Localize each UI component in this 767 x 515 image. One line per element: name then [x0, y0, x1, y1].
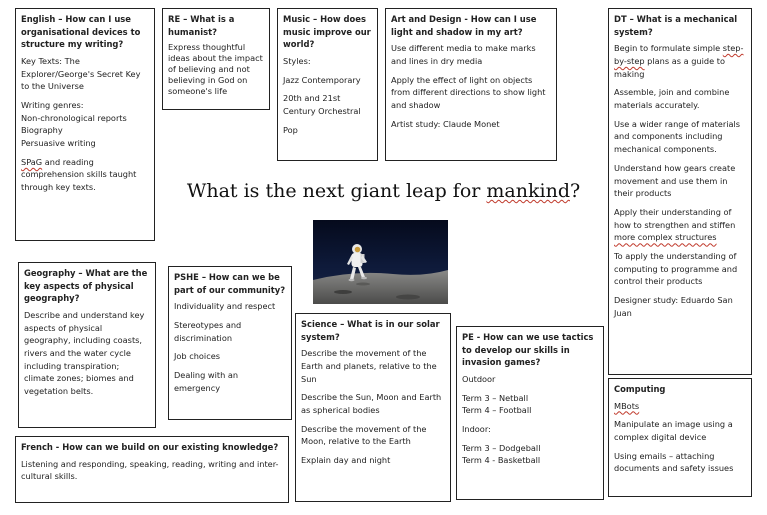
english-spag-word: SPaG	[21, 156, 43, 167]
pe-term: Term 4 - Basketball	[462, 455, 541, 466]
geography-text: Describe and understand key aspects of physical geography, including coasts, rivers and the water cycle including transpiration; climate zones; biomes and vegetation belts.	[24, 309, 145, 397]
re-text: Express thoughtful ideas about the impact of believing and not believing in God on someone's life	[168, 42, 263, 97]
page-title	[0, 180, 767, 202]
art-title: Art and Design - How can I use light and shadow in my art?	[391, 14, 537, 37]
pe-term: Term 3 – Netball	[462, 392, 529, 403]
pe-term: Term 3 – Dodgeball	[462, 442, 541, 453]
art-point: Use different media to make marks and lines in dry media	[391, 43, 536, 66]
music-style: Pop	[283, 124, 298, 135]
title-mankind: mankind	[486, 180, 570, 202]
dt-point: To apply the understanding of computing to programme and control their products	[614, 251, 738, 287]
dt-point: Understand how gears create movement and use them in their products	[614, 162, 736, 199]
french-box	[15, 436, 289, 503]
pshe-point: Dealing with an emergency	[174, 370, 239, 393]
science-point: Describe the movement of the Earth and planets, relative to the Sun	[301, 348, 437, 384]
geography-box	[18, 262, 156, 428]
dt-point: Designer study: Eduardo San Juan	[614, 295, 733, 318]
science-box	[295, 313, 451, 502]
astronaut-image	[313, 220, 448, 304]
geography-title: Geography – What are the key aspects of physical geography?	[24, 268, 148, 304]
english-title: English – How can I use organisational devices to structure my writing?	[21, 14, 141, 50]
dt-text: Apply their understanding of how to strengthen and stiffen	[614, 206, 736, 230]
computing-point: Manipulate an image using a complex digital device	[614, 419, 733, 443]
dt-title: DT – What is a mechanical system?	[614, 14, 738, 37]
title-text: What is the next giant leap for	[186, 180, 487, 202]
title-text: ?	[569, 180, 581, 202]
english-genre: Non-chronological reports	[21, 112, 127, 123]
music-box	[277, 8, 378, 161]
dt-point	[614, 42, 746, 80]
english-spag-rest: and reading comprehension skills taught through key texts.	[21, 156, 137, 193]
pe-title: PE - How can we use tactics to develop our skills in invasion games?	[462, 332, 594, 368]
pe-outdoor	[462, 392, 598, 417]
french-title: French - How can we build on our existing knowledge?	[21, 442, 279, 452]
science-title: Science – What is in our solar system?	[301, 319, 440, 342]
pshe-point: Individuality and respect	[174, 301, 276, 312]
dt-text: plans as a guide to making	[614, 55, 725, 79]
music-title: Music – How does music improve our world?	[283, 14, 371, 50]
re-box	[162, 8, 270, 110]
dt-step-word: step-by-step	[614, 43, 744, 66]
pshe-point: Job choices	[174, 351, 221, 362]
english-genres-label: Writing genres:	[21, 99, 84, 110]
dt-point: Assemble, join and combine materials accurately.	[614, 87, 730, 111]
music-style: Jazz Contemporary	[283, 74, 361, 85]
dt-point	[614, 206, 746, 244]
pe-outdoor-label: Outdoor	[462, 373, 496, 384]
computing-point: Using emails – attaching documents and safety issues	[614, 450, 734, 474]
dt-structures-word: more complex structures	[614, 232, 717, 243]
pe-indoor	[462, 442, 598, 467]
pshe-point: Stereotypes and discrimination	[174, 319, 242, 343]
english-genre: Persuasive writing	[21, 138, 96, 149]
english-key-texts: Key Texts: The Explorer/George's Secret Key to the Universe	[21, 55, 141, 92]
dt-point: Use a wider range of materials and components including mechanical components.	[614, 118, 741, 155]
pshe-title: PSHE – How can we be part of our community?	[174, 272, 286, 295]
science-point: Describe the movement of the Moon, relative to the Earth	[301, 423, 427, 447]
computing-mbots	[614, 400, 746, 413]
art-point: Apply the effect of light on objects from different directions to show light and shadow	[391, 74, 546, 111]
re-title: RE – What is a humanist?	[168, 14, 235, 37]
computing-mbots-word: MBots	[614, 400, 640, 411]
pe-box	[456, 326, 604, 500]
english-genres	[21, 99, 149, 150]
french-text: Listening and responding, speaking, reading, writing and inter-cultural skills.	[21, 458, 279, 482]
dt-text: Begin to formulate simple	[614, 43, 723, 54]
science-point: Explain day and night	[301, 455, 391, 466]
music-styles-label: Styles:	[283, 55, 311, 66]
music-style: 20th and 21st Century Orchestral	[283, 93, 361, 116]
science-point: Describe the Sun, Moon and Earth as spherical bodies	[301, 392, 442, 416]
computing-box	[608, 378, 752, 497]
pshe-box	[168, 266, 292, 420]
english-genre: Biography	[21, 125, 63, 136]
art-point: Artist study: Claude Monet	[391, 118, 500, 129]
english-box	[15, 8, 155, 241]
pe-term: Term 4 – Football	[462, 405, 532, 416]
art-box	[385, 8, 557, 161]
computing-title: Computing	[614, 384, 666, 394]
pe-indoor-label: Indoor:	[462, 423, 491, 434]
